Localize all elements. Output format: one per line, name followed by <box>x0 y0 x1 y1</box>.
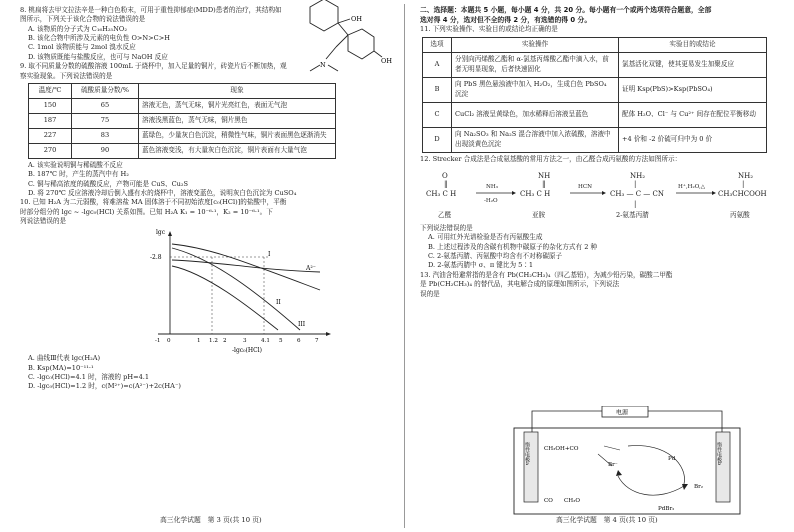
q13-stem-line2: 是 Pb(CH₂CH₃)₄ 的替代品，其电解合成的原理如图所示，下列说法 <box>420 280 620 289</box>
q13-electrolysis-cell <box>508 406 748 516</box>
q11-cell: D <box>423 127 452 152</box>
svg-text:|: | <box>742 180 745 188</box>
q10-x-tick-label: 4.1 <box>261 338 270 345</box>
q13-species-br: Br⁻ <box>608 462 618 468</box>
q10-x-tick-label: -1 <box>155 338 161 345</box>
svg-text:NH₂: NH₂ <box>738 172 754 180</box>
q11-cell: 向 Na₂SO₃ 和 Na₂S 混合溶液中加入浓硫酸，溶液中出现淡黄色沉淀 <box>452 127 619 152</box>
q10-curve-i: I <box>268 251 271 259</box>
q9-cell: 227 <box>29 128 72 143</box>
q11-cell: 分别向丙烯酸乙酯和 α-氯基丙烯酸乙酯中滴入水，前者无明显现象，后者快速固化 <box>452 52 619 77</box>
q12-reagent-h2o: -H₂O <box>484 198 498 204</box>
table-row <box>423 77 767 102</box>
q12-name-imine: 亚胺 <box>532 211 546 219</box>
q8-mol-n: N <box>320 60 326 69</box>
svg-text:CH₃CHCOOH: CH₃CHCOOH <box>718 190 767 198</box>
right-footer: 高三化学试题 第 4 页(共 10 页) <box>556 516 658 524</box>
svg-text:|: | <box>634 180 637 188</box>
q10-x-tick-label: 5 <box>279 338 283 345</box>
q13-species-ch3o: CH₃O <box>564 498 580 504</box>
svg-text:O: O <box>442 172 448 180</box>
q13-stem-line3: 误的是 <box>420 289 440 298</box>
q12-option-b: B. 上述过程涉及的含碳有机物中碳原子的杂化方式有 2 种 <box>428 242 598 251</box>
q11-cell: A <box>423 52 452 77</box>
svg-text:|: | <box>634 200 637 208</box>
q11-cell: 证明 Ksp(PbS)>Ksp(PbSO₄) <box>619 77 767 102</box>
svg-text:CH₃ C H: CH₃ C H <box>426 190 457 198</box>
q12-reagent-hcn: HCN <box>578 184 593 190</box>
q10-stem-line2: 时部分组分的 lgc ~ -lgc₀(HCl) 关系如图。已知 H₂A K₁ = 10⁻⁶·¹，K₂ = 10⁻⁶·¹。下 <box>20 207 273 216</box>
table-row <box>423 52 767 77</box>
q13-power-label: 电源 <box>616 409 629 417</box>
q8-mol-oh2: OH <box>381 56 392 65</box>
q10-stem-line1: 10. 已知 H₂A 为二元弱酸，将难溶盐 MA 固体溶于不同初始浓度[c₀(HCl)]的盐酸中，平衡 <box>20 198 287 207</box>
q12-reaction-scheme <box>420 166 780 222</box>
q11-table <box>422 37 767 153</box>
q9-option-b: B. 187℃ 时，产生的蒸汽中有 H₂ <box>28 170 129 179</box>
q13-species-reactants: CH₃OH+CO <box>544 446 579 452</box>
svg-text:‖: ‖ <box>444 180 448 188</box>
q11-th-res: 实验目的或结论 <box>619 37 767 52</box>
q11-cell: 向 PbS 黑色悬浊液中加入 H₂O₂，生成白色 PbSO₄ 沉淀 <box>452 77 619 102</box>
q12-reagent-nh3: NH₃ <box>486 184 499 190</box>
q9-option-d: D. 将 270℃ 反应溶液冷却后倒入盛有水的烧杯中，溶液变蓝色，说明灰白色沉淀为 CuSO₄ <box>28 188 297 197</box>
q8-option-c: C. 1mol 该物质能与 2mol 溴水反应 <box>28 43 136 52</box>
q10-stem-line3: 列说法错误的是 <box>20 217 67 226</box>
q10-x-ticks <box>155 338 319 344</box>
svg-text:‖: ‖ <box>542 180 546 188</box>
section-header-line1: 二、选择题：本题共 5 小题，每小题 4 分，共 20 分。每小题有一个或两个选项符合题意，全部 <box>420 6 712 14</box>
q11-cell: +4 价和 -2 价硫可归中为 0 价 <box>619 127 767 152</box>
q10-curve-iii: III <box>298 321 306 329</box>
q11-cell: B <box>423 77 452 102</box>
q12-name-aminonitrile: 2-氨基丙腈 <box>616 211 649 219</box>
section-header-line2: 选对得 4 分，选对但不全的得 2 分，有选错的得 0 分。 <box>420 15 592 24</box>
q9-th-phen: 现象 <box>139 83 336 98</box>
table-row <box>423 127 767 152</box>
q12-reagent-hydrolysis: H⁺,H₂O,△ <box>678 184 706 190</box>
q9-table <box>28 83 336 159</box>
table-row <box>423 102 767 127</box>
q10-option-a: A. 曲线Ⅲ代表 lgc(H₂A) <box>28 354 101 363</box>
q8-stem-line2: 图所示，下列关于该化合物的说法错误的是 <box>20 15 146 24</box>
q10-curve-ii: II <box>276 299 281 307</box>
q9-th-temp: 温度/℃ <box>29 83 72 98</box>
q10-x-tick-label: 6 <box>297 338 301 345</box>
q10-chart <box>150 226 350 354</box>
q13-electrode-a: 惰性电极a <box>524 442 530 465</box>
svg-text:NH₂: NH₂ <box>630 172 646 180</box>
svg-text:CH₃ — C — CN: CH₃ — C — CN <box>610 190 665 198</box>
q13-electrode-b: 惰性电极b <box>716 442 722 466</box>
q9-cell: 150 <box>29 98 72 113</box>
q13-species-pdbr2: PdBr₂ <box>658 506 675 512</box>
table-row <box>29 128 336 143</box>
q9-cell: 270 <box>29 143 72 158</box>
q10-x-tick-label: 1.2 <box>209 338 218 345</box>
q9-th-conc: 硫酸质量分数/% <box>72 83 139 98</box>
q10-x-tick-label: 0 <box>167 338 171 345</box>
q8-stem-line1: 8. 桃扁将去甲文拉法辛是一种白色粉末，可用于重性抑郁症(MDD)患者的治疗，其结构如 <box>20 6 282 14</box>
q10-curve-a2: A²⁻ <box>306 265 316 273</box>
q9-cell: 蓝色溶液变浅，有大量灰白色沉淀，铜片表面有大量气泡 <box>139 143 336 158</box>
q12-name-acetaldehyde: 乙醛 <box>438 211 452 219</box>
q9-stem-line1: 9. 取不同质量分数的硫酸溶液 100mL 于烧杯中，加入足量的铜片，砖瓷片后不断加热，观 <box>20 62 287 71</box>
q10-x-tick-label: 1 <box>197 338 201 345</box>
q12-stem-line2: 下列说法错误的是 <box>420 224 473 232</box>
q10-x-tick-label: 3 <box>243 338 247 345</box>
q9-cell: 83 <box>72 128 139 143</box>
q10-y-mark: -2.8 <box>150 254 162 262</box>
q9-option-c: C. 铜与稀高浓度的硫酸反应，产物可能是 CuS、Cu₂S <box>28 179 189 188</box>
q10-option-b: B. Ksp(MA)=10⁻¹¹·¹ <box>28 363 94 372</box>
q9-stem-line2: 察实验现象。下列说法错误的是 <box>20 71 113 80</box>
q8-option-a: A. 该物质的分子式为 C₁₆H₂₅NO₂ <box>28 24 127 33</box>
q8-mol-oh1: OH <box>351 14 362 23</box>
q11-stem: 11. 下列实验操作、实验目的或结论均正确的是 <box>420 25 558 34</box>
svg-text:NH: NH <box>538 172 551 180</box>
page-divider <box>404 4 405 528</box>
q9-cell: 溶液无色，蒸气无味，铜片光亮红色，表面无气泡 <box>139 98 336 113</box>
q11-th-opt: 选项 <box>423 37 452 52</box>
q10-option-c: C. -lgc₀(HCl)=4.1 时，溶液的 pH=4.1 <box>28 373 150 382</box>
q11-cell: 配体 H₂O、Cl⁻ 与 Cu²⁺ 间存在配位平衡移动 <box>619 102 767 127</box>
q10-x-tick-label: 2 <box>223 338 227 345</box>
q9-cell: 蓝绿色，少量灰白色沉淀，稍微性气味，铜片表面黑色逐渐消失 <box>139 128 336 143</box>
table-row <box>29 143 336 158</box>
q8-option-b: B. 该化合物中所涉及元素的电负性 O>N>C>H <box>28 34 170 43</box>
left-footer: 高三化学试题 第 3 页(共 10 页) <box>160 516 262 524</box>
left-page <box>20 6 390 392</box>
q12-option-c: C. 2-氨基丙腈、丙氨酸中均含有不对称碳原子 <box>428 252 563 261</box>
q10-xlabel: -lgc₀(HCl) <box>232 347 262 355</box>
q13-species-pd: Pd <box>668 456 676 462</box>
q10-option-d: D. -lgc₀(HCl)=1.2 时，c(M²⁺)=c(A²⁻)+2c(HA⁻) <box>28 382 181 391</box>
q11-cell: 氯基活化双键，使其更易发生加聚反应 <box>619 52 767 77</box>
q8-molecule-structure <box>290 0 400 77</box>
q11-cell: C <box>423 102 452 127</box>
q10-ylabel: lgc <box>156 229 166 237</box>
q12-option-a: A. 可用红外光谱检验是否有丙氨酸生成 <box>428 233 543 242</box>
q13-stem-line1: 13. 汽油含铅避常指的是含有 Pb(CH₂CH₃)₄（四乙基铅），为减少铅污染，碳酸二甲酯 <box>420 270 673 279</box>
q12-name-alanine: 丙氨酸 <box>730 211 750 219</box>
q13-species-br2: Br₂ <box>694 484 704 490</box>
q11-cell: CuCl₂ 溶液呈黄绿色，加水稀释后溶液呈蓝色 <box>452 102 619 127</box>
q12-stem-line1: 12. Strecker 合成法是合成氨基酸的常用方法之一，由乙醛合成丙氨酸的方法如图所示： <box>420 154 682 163</box>
table-row <box>29 98 336 113</box>
q8-option-d: D. 该物质既能与盐酸反应，也可与 NaOH 反应 <box>28 52 168 61</box>
q13-species-co: CO <box>544 498 553 504</box>
q9-cell: 溶液浅黑蓝色，蒸气无味，铜片黑色 <box>139 113 336 128</box>
q12-option-d: D. 2-氨基丙腈中 σ、π 键比为 5∶1 <box>428 261 534 270</box>
table-row <box>29 113 336 128</box>
q9-cell: 90 <box>72 143 139 158</box>
q9-cell: 65 <box>72 98 139 113</box>
q9-cell: 75 <box>72 113 139 128</box>
q10-x-tick-label: 7 <box>315 338 319 345</box>
svg-text:CH₃ C H: CH₃ C H <box>520 190 551 198</box>
q9-cell: 187 <box>29 113 72 128</box>
right-page <box>420 6 780 299</box>
q9-option-a: A. 该实验说明铜与稀硫酸不反应 <box>28 160 123 169</box>
q12-reaction-svg <box>420 166 780 210</box>
q11-th-op: 实验操作 <box>452 37 619 52</box>
